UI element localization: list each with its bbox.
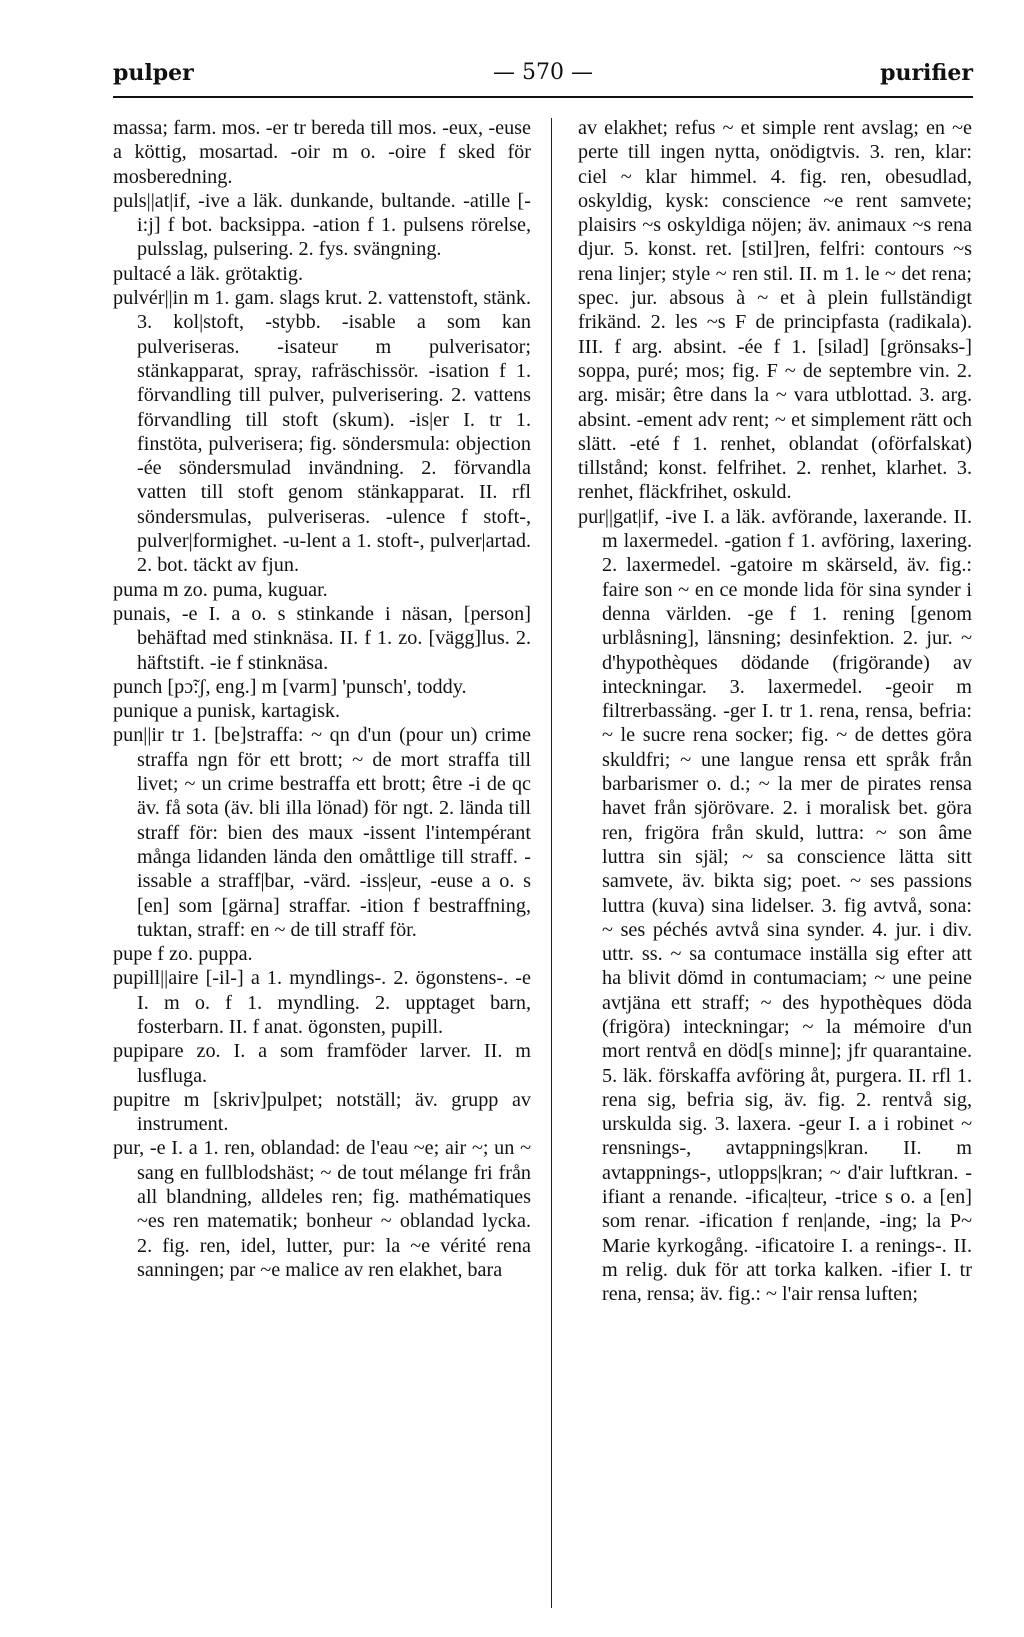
entry: pupitre m [skriv]pulpet; notställ; äv. grupp av instrument. [113,1088,531,1136]
entry: pur, -e I. a 1. ren, oblandad: de l'eau ~e; air ~; un ~ sang en fullblodshäst; ~ de tout mélange fri från all blandning, alldeles ren; fig. mathématiques ~es ren matematik; bonheur ~ oblandad lycka. 2. fig. ren, idel, lutter, pur: la ~e vérité rena sanningen; par ~e malice av ren elakhet, bara [113,1137,531,1281]
header-right-guideword: purifier [880,60,973,86]
right-column [578,116,972,1611]
entry: puma m zo. puma, kuguar. [113,578,328,601]
entry: punais, -e I. a o. s stinkande i näsan, [person] behäftad med stinknäsa. II. f 1. zo. [vägg]lus. 2. häftstift. -ie f stinknäsa. [113,602,531,674]
entry: av elakhet; refus ~ et simple rent avslag; en ~e perte till ingen nytta, onödigtvis. 3. ren, klar: ciel ~ klar himmel. 4. fig. ren, obesudlad, oskyldig, kysk: conscience ~e rent samvete; plaisirs ~s oskyldiga nöjen; äv. animaux ~s rena djur. 5. konst. ret. [stil]ren, felfri: contours ~s rena linjer; style ~ ren stil. II. m 1. le ~ det rena; spec. jur. absous à ~ et à plein fullständigt frikänd. 2. les ~s F de principfasta (radikala). III. f arg. absint. -ée f 1. [silad] [grönsaks-] soppa, puré; mos; fig. F ~ de septembre vin. 2. arg. misär; être dans la ~ vara utblottad. 3. arg. absint. -ement adv rent; ~ et simplement rätt och slätt. -eté f 1. renhet, oblandat (oförfalskat) tillstånd; konst. felfrihet. 2. renhet, klarhet. 3. renhet, fläckfrihet, oskuld. [578,117,972,504]
left-column [113,116,531,1611]
page-number: — 570 — [493,60,593,85]
entry: massa; farm. mos. -er tr bereda till mos. -eux, -euse a köttig, mosartad. -oir m o. -oire f sked för mosberedning. [113,117,531,188]
entry: pupipare zo. I. a som framföder larver. II. m lusfluga. [113,1040,531,1087]
entry: pupill||aire [-il-] a 1. myndlings-. 2. ögonstens-. -e I. m o. f 1. myndling. 2. upptaget barn, fosterbarn. II. f anat. ögonsten, pupill. [113,967,531,1038]
entry: pun||ir tr 1. [be]straffa: ~ qn d'un (pour un) crime straffa ngn för ett brott; ~ de mort straffa till livet; ~ un crime bestraffa ett brott; être -i de qc äv. få sota (äv. bli illa lönad) för ngt. 2. lända till straff för: bien des maux -issent l'intempérant många lidanden lända den omåttlige till straff. -issable a straff|bar, -värd. -iss|eur, -euse a o. s [en] som [gärna] straffar. -ition f bestraffning, tuktan, straff: en ~ de till straff för. [113,724,531,941]
entry: pulvér||in m 1. gam. slags krut. 2. vattenstoft, stänk. 3. kol|stoft, -stybb. -isable a som kan pulveriseras. -isateur m pulverisator; stänkapparat, spray, rafräschissör. -isation f 1. förvandling till pulver, pulverisering. 2. vattens förvandling till stoft (skum). -is|er I. tr 1. finstöta, pulverisera; fig. söndersmula: objection -ée söndersmulad invändning. 2. förvandla vatten till stoft genom stänkapparat. II. rfl söndersmulas, pulveriseras. -ulence f stoft-, pulver|formighet. -u-lent a 1. stoft-, pulver|artad. 2. bot. täckt av fjun. [113,287,531,577]
column-divider [551,118,552,1608]
entry: punch [pɔ̃:ʃ, eng.] m [varm] 'punsch', toddy. [113,675,467,698]
page-header [113,60,973,90]
header-left-guideword: pulper [113,60,194,86]
entry: pupe f zo. puppa. [113,943,253,966]
entry: pur||gat|if, -ive I. a läk. avförande, laxerande. II. m laxermedel. -gation f 1. avföring, laxering. 2. laxermedel. -gatoire m skärseld, äv. fig.: faire son ~ en ce monde lida för sina synder i denna världen. -ge f 1. rening [genom urblåsning], länsning; desinfektion. 2. jur. ~ d'hypothèques dödande (frigörande) av inteckningar. 3. laxermedel. -geoir m filtrerbassäng. -ger I. tr 1. rena, rensa, befria: ~ le sucre rena socker; fig. ~ de dettes göra skuldfri; ~ une langue rensa ett språk från barbarismer o. d.; ~ la mer de pirates rensa havet från sjörövare. 2. i moralisk bet. göra ren, frigöra från skuld, luttra: ~ son âme luttra sin själ; ~ sa conscience lätta sitt samvete, äv. bikta sig; poet. ~ ses passions luttra (kuva) sina lidelser. 3. fig avtvå, sona: ~ ses péchés avtvå sina synder. 4. jur. i div. uttr. ss. ~ sa contumace inställa sig efter att ha blivit dömd in contumaciam; ~ une peine avtjäna ett straff; ~ des hypothèques döda (frigöra) inteckningar; ~ la mémoire d'un mort rentvå en död[s minne]; jfr quarantaine. 5. läk. förskaffa avföring åt, purgera. II. rfl 1. rena sig, befria sig, äv. fig. 2. rentvå sig, urskulda sig. 3. laxera. -geur I. a i robinet ~ rensnings-, avtappnings|kran. II. m avtappnings-, utlopps|kran; ~ d'air luftkran. -ifiant a renande. -ifica|teur, -trice s o. a [en] som renar. -ification f ren|ande, -ing; la P~ Marie kyrkogång. -ificatoire I. a renings-. II. m relig. duk för att torka kalken. -ifier I. tr rena, rensa; äv. fig.: ~ l'air rensa luften; [578,505,972,1306]
entry: puls||at|if, -ive a läk. dunkande, bultande. -atille [-i:j] f bot. backsippa. -ation f 1. pulsens rörelse, pulsslag, pulsering. 2. fys. svängning. [113,189,531,261]
header-rule [113,96,973,98]
entry: punique a punisk, kartagisk. [113,700,341,723]
entry: pultacé a läk. grötaktig. [113,262,304,285]
